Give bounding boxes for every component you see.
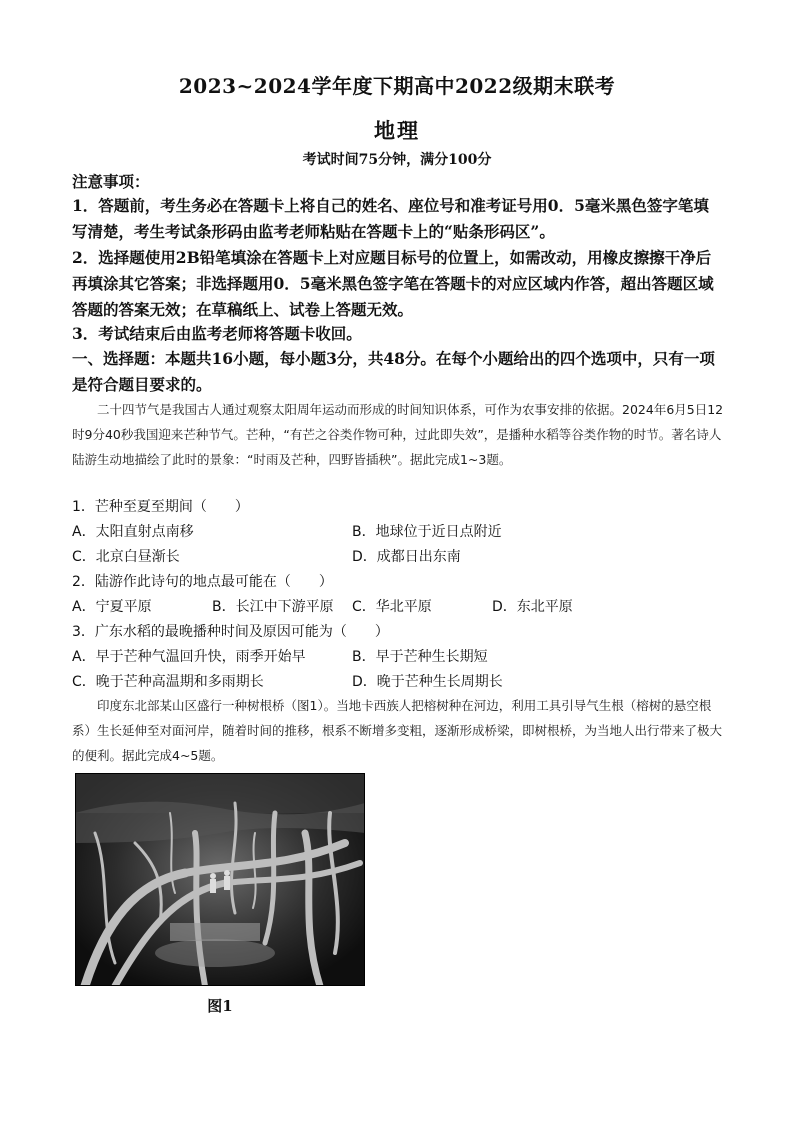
question-2-option-c: C．华北平原 <box>352 599 432 615</box>
question-2-option-b: B．长江中下游平原 <box>212 599 334 615</box>
question-3-option-d: D．晚于芒种生长周期长 <box>352 674 503 690</box>
notice-heading: 注意事项： <box>72 172 150 191</box>
notice-item-2: 2．选择题使用2B铅笔填涂在答题卡上对应题目标号的位置上，如需改动，用橡皮擦擦干净后再填涂其它答案；非选择题用0．5毫米黑色签字笔在答题卡的对应区域内作答，超出答题区域答题的答案无效；在草稿纸上、试卷上答题无效。 <box>72 248 714 319</box>
question-3-option-c: C．晚于芒种高温期和多雨期长 <box>72 674 264 690</box>
notice-item-3: 3．考试结束后由监考老师将答题卡收回。 <box>72 324 362 343</box>
root-bridge-photo <box>75 773 365 986</box>
question-1-option-c: C．北京白昼渐长 <box>72 549 180 565</box>
subject-title: 地理 <box>374 118 420 143</box>
exam-time-info: 考试时间75分钟，满分100分 <box>302 152 492 168</box>
question-1-option-a: A．太阳直射点南移 <box>72 524 194 540</box>
material-root-bridge: 印度东北部某山区盛行一种树根桥（图1）。当地卡西族人把榕树种在河边，利用工具引导气生根（榕树的悬空根系）生长延伸至对面河岸，随着时间的推移，根系不断增多变粗，逐渐形成桥梁，即树根桥，为当地人出行带来了极大的便利。据此完成4~5题。 <box>72 698 723 763</box>
question-3-stem: 3．广东水稻的最晚播种时间及原因可能为（ ） <box>72 624 389 640</box>
question-2-option-d: D．东北平原 <box>492 599 573 615</box>
question-3-option-a: A．早于芒种气温回升快，雨季开始早 <box>72 649 306 665</box>
question-3-option-b: B．早于芒种生长期短 <box>352 649 488 665</box>
question-2-option-a: A．宁夏平原 <box>72 599 152 615</box>
question-1-option-d: D．成都日出东南 <box>352 549 461 565</box>
question-1-option-b: B．地球位于近日点附近 <box>352 524 502 540</box>
question-2-stem: 2．陆游作此诗句的地点最可能在（ ） <box>72 574 333 590</box>
question-1-stem: 1．芒种至夏至期间（ ） <box>72 499 249 515</box>
notice-item-1: 1．答题前，考生务必在答题卡上将自己的姓名、座位号和准考证号用0．5毫米黑色签字笔填写清楚，考生考试条形码由监考老师粘贴在答题卡上的“贴条形码区”。 <box>72 196 709 241</box>
exam-title: 2023~2024学年度下期高中2022级期末联考 <box>178 74 616 98</box>
section-heading: 一、选择题：本题共16小题，每小题3分，共48分。在每个小题给出的四个选项中，只有一项是符合题目要求的。 <box>72 349 715 394</box>
material-solar-terms: 二十四节气是我国古人通过观察太阳周年运动而形成的时间知识体系，可作为农事安排的依据。2024年6月5日12时9分40秒我国迎来芒种节气。芒种，“有芒之谷类作物可种，过此即失效”，是播种水稻等谷类作物的时节。著名诗人陆游生动地描绘了此时的景象：“时雨及芒种，四野皆插秧”。据此完成1~3题。 <box>72 402 724 467</box>
figure-caption: 图1 <box>207 997 233 1015</box>
